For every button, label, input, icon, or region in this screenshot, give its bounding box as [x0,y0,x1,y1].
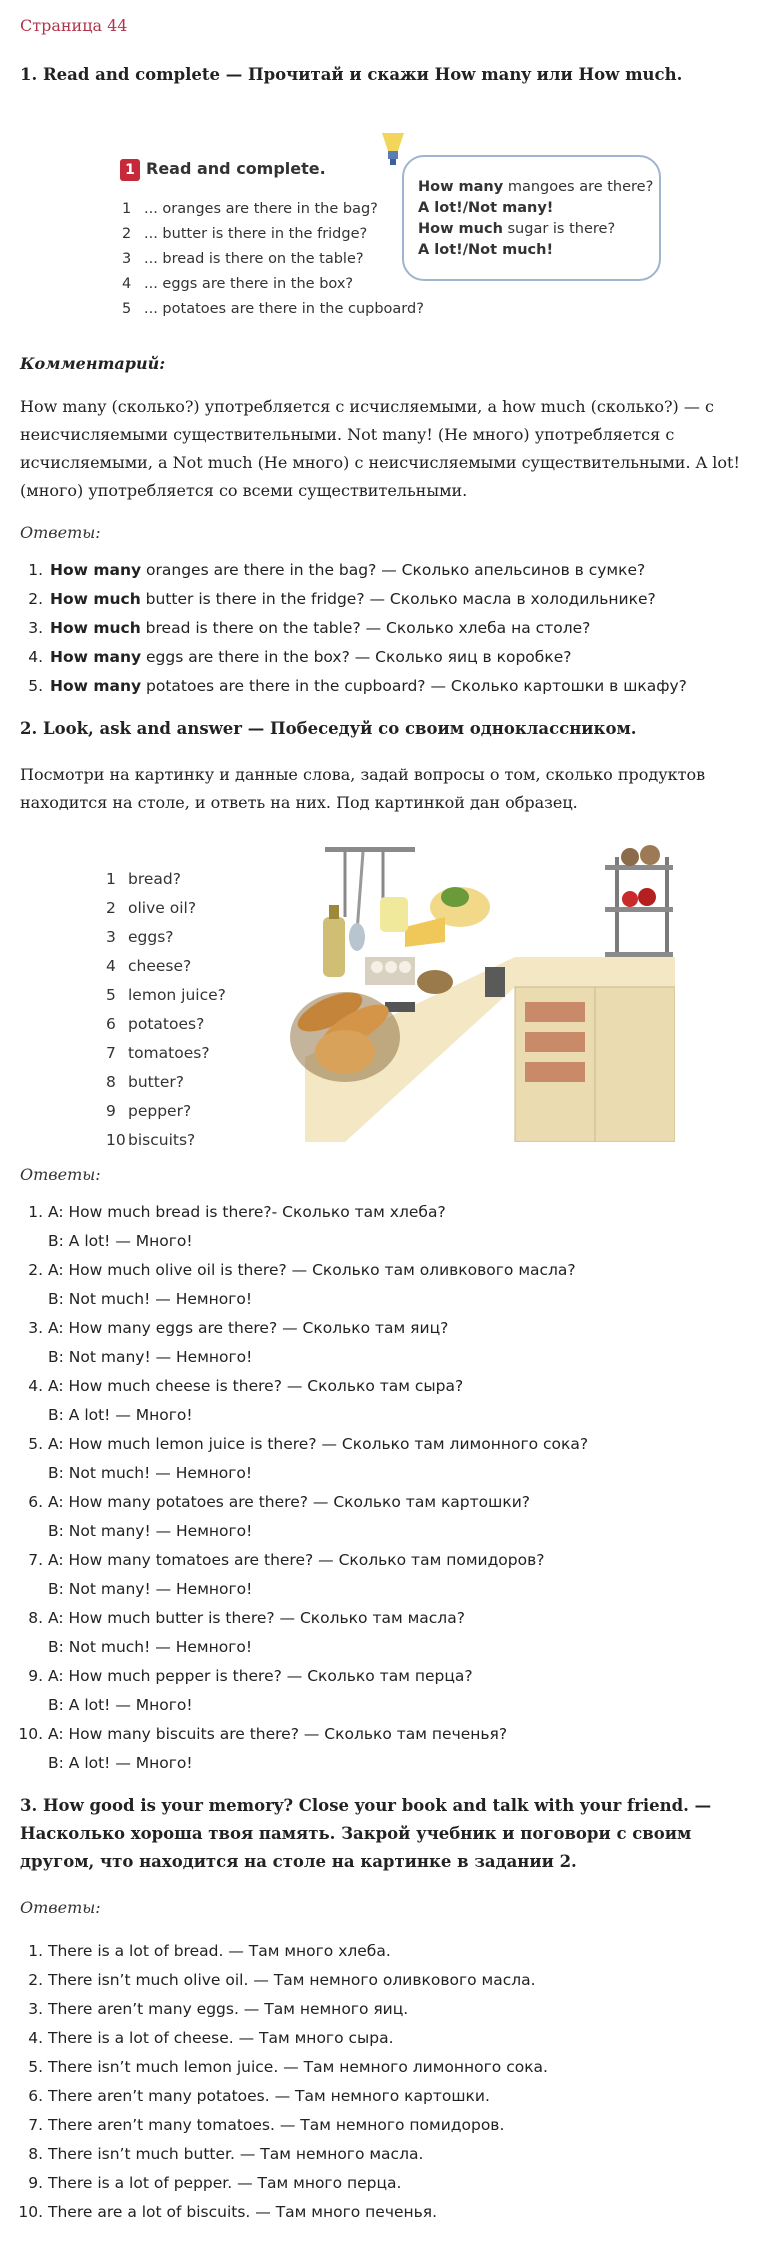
section2-answers [20,1198,755,1778]
section2-heading: 2. Look, ask and answer — Побеседуй со своим одноклассником. [20,719,637,738]
list-item: 3. A: How many eggs are there? — Сколько там яиц? B: Not many! — Немного! [48,1314,755,1372]
list-item: 1. A: How much bread is there?- Сколько там хлеба? B: A lot! — Много! [48,1198,755,1256]
section1-answers [20,556,755,701]
textbook-image-read-and-complete [112,119,672,334]
list-item: 5. A: How much lemon juice is there? — Сколько там лимонного сока? B: Not much! — Немного! [48,1430,755,1488]
bubble-line: How much sugar is there? [418,221,616,237]
section2-intro: Посмотри на картинку и данные слова, задай вопросы о том, сколько продуктов находится на столе, и ответь на них. Под картинкой дан образец. [20,765,706,812]
list-item: 3 eggs? [106,928,174,946]
answers-heading: Ответы: [20,523,101,542]
list-item: 7. There aren’t many tomatoes. — Там немного помидоров. [48,2111,755,2140]
list-item: 10. There are a lot of biscuits. — Там много печенья. [48,2198,755,2227]
page-label: Страница 44 [20,16,128,35]
lamp-icon [374,131,410,167]
list-item: 5 lemon juice? [106,986,226,1004]
list-item: 7 tomatoes? [106,1044,210,1062]
list-item: 6 potatoes? [106,1015,205,1033]
comment-heading: Комментарий: [20,354,166,373]
exercise-list [122,197,424,322]
exercise-title: Read and complete. [146,159,326,178]
list-item: 4 ... eggs are there in the box? [122,276,354,292]
list-item: 1 bread? [106,870,181,888]
list-item: 3. How much bread is there on the table? — Сколько хлеба на столе? [48,614,755,643]
list-item: 1 ... oranges are there in the bag? [122,201,378,217]
list-item: 2. A: How much olive oil is there? — Сколько там оливкового масла? B: Not much! — Немного! [48,1256,755,1314]
list-item: 2. How much butter is there in the fridge? — Сколько масла в холодильнике? [48,585,755,614]
bubble-line: A lot!/Not many! [418,200,554,216]
list-item: 4 cheese? [106,957,192,975]
list-item: 2 ... butter is there in the fridge? [122,226,368,242]
answers-heading: Ответы: [20,1898,101,1917]
answers-heading: Ответы: [20,1165,101,1184]
list-item: 1. There is a lot of bread. — Там много хлеба. [48,1937,755,1966]
food-list [106,865,226,1155]
list-item: 9 pepper? [106,1102,192,1120]
list-item: 5 ... potatoes are there in the cupboard? [122,301,424,317]
list-item: 6. A: How many potatoes are there? — Сколько там картошки? B: Not many! — Немного! [48,1488,755,1546]
section1-heading: 1. Read and complete — Прочитай и скажи How many или How much. [20,65,683,84]
list-item: 5. There isn’t much lemon juice. — Там немного лимонного сока. [48,2053,755,2082]
list-item: 10. A: How many biscuits are there? — Сколько там печенья? B: A lot! — Много! [48,1720,755,1778]
bubble-line: How many mangoes are there? [418,179,654,195]
section3-heading: 3. How good is your memory? Close your book and talk with your friend. — Насколько хороша твоя память. Закрой учебник и поговори с своим другом, что находится на столе на картинке в задании 2. [20,1796,712,1871]
list-item: 9. A: How much pepper is there? — Сколько там перца? B: A lot! — Много! [48,1662,755,1720]
list-item: 7. A: How many tomatoes are there? — Сколько там помидоров? B: Not many! — Немного! [48,1546,755,1604]
list-item: 3. There aren’t many eggs. — Там немного яиц. [48,1995,755,2024]
list-item: 3 ... bread is there on the table? [122,251,364,267]
list-item: 8 butter? [106,1073,184,1091]
list-item: 4. A: How much cheese is there? — Сколько там сыра? B: A lot! — Много! [48,1372,755,1430]
list-item: 4. How many eggs are there in the box? — Сколько яиц в коробке? [48,643,755,672]
list-item: 2. There isn’t much olive oil. — Там немного оливкового масла. [48,1966,755,1995]
list-item: 9. There is a lot of pepper. — Там много перца. [48,2169,755,2198]
list-item: 2 olive oil? [106,899,197,917]
list-item: 10 biscuits? [106,1131,196,1149]
list-item: 8. There isn’t much butter. — Там немного масла. [48,2140,755,2169]
section3-answers [20,1937,755,2227]
bubble-line: A lot!/Not much! [418,242,554,258]
speech-bubble [402,155,661,281]
list-item: 5. How many potatoes are there in the cupboard? — Сколько картошки в шкафу? [48,672,755,701]
exercise-badge: 1 [120,159,140,181]
list-item: 4. There is a lot of cheese. — Там много сыра. [48,2024,755,2053]
kitchen-illustration [285,837,675,1142]
list-item: 8. A: How much butter is there? — Сколько там масла? B: Not much! — Немного! [48,1604,755,1662]
list-item: 6. There aren’t many potatoes. — Там немного картошки. [48,2082,755,2111]
comment-text: How many (сколько?) употребляется с исчисляемыми, а how much (сколько?) — с неисчисляемыми существительными. Not many! (Не много) употребляется с исчисляемыми, а Not much (Не много) с неисчисляемыми существительными. A lot! (много) употребляется со всеми существительными. [20,397,740,500]
textbook-image-kitchen [80,835,700,1155]
list-item: 1. How many oranges are there in the bag? — Сколько апельсинов в сумке? [48,556,755,585]
